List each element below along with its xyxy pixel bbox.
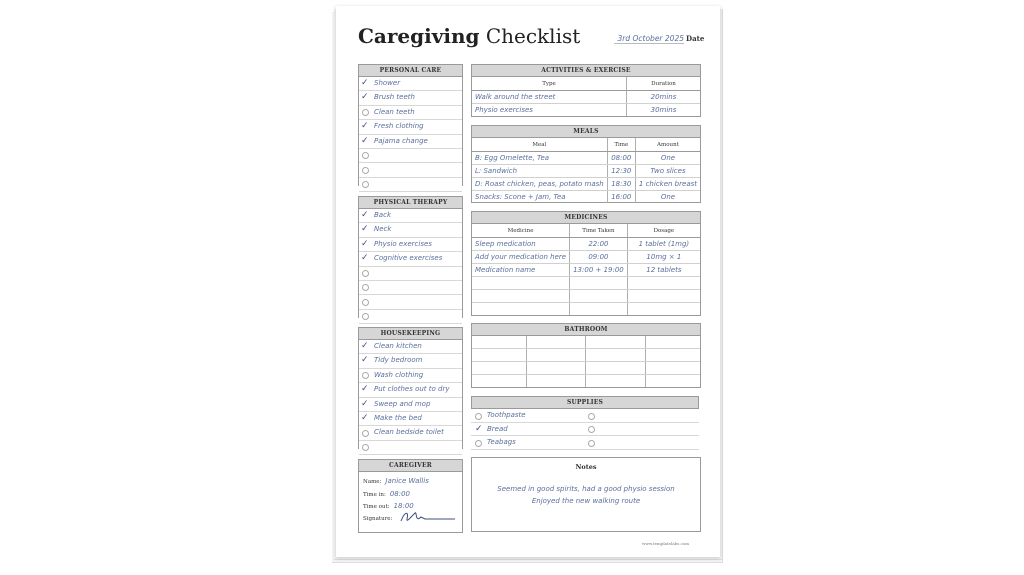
checklist-item[interactable] (359, 135, 462, 149)
bathroom-cell[interactable] (645, 336, 700, 349)
bathroom-section (471, 323, 701, 388)
checkmark-icon[interactable]: ✓ (361, 92, 369, 103)
checkmark-icon[interactable]: ✓ (361, 384, 369, 395)
checklist-page (336, 6, 720, 557)
supply-label: Bread (487, 424, 508, 433)
table-row (472, 349, 700, 362)
bathroom-cell[interactable] (472, 336, 527, 349)
medicine-name[interactable]: Add your medication here (472, 251, 570, 264)
col-header: Meal (472, 138, 607, 152)
medicine-name[interactable] (472, 303, 570, 316)
date-label: Date (686, 34, 705, 43)
activities-table (472, 77, 700, 116)
empty-circle-icon[interactable] (475, 440, 482, 447)
section-title: PHYSICAL THERAPY (359, 197, 462, 209)
notes-line-2[interactable]: Enjoyed the new walking route (531, 497, 641, 505)
checkmark-icon[interactable]: ✓ (361, 412, 369, 423)
bathroom-cell[interactable] (527, 362, 586, 375)
bathroom-cell[interactable] (472, 375, 527, 388)
checkmark-icon[interactable]: ✓ (475, 423, 483, 434)
checklist-item[interactable] (359, 398, 462, 412)
col-header: Type (472, 77, 627, 91)
checklist-item[interactable] (359, 412, 462, 426)
bathroom-cell[interactable] (472, 362, 527, 375)
checkmark-icon[interactable]: ✓ (361, 210, 369, 220)
medicine-dosage[interactable]: 1 tablet (1mg) (627, 238, 700, 251)
meal-amount[interactable]: One (635, 152, 700, 165)
meal-name[interactable]: L: Sandwich (472, 165, 607, 178)
time-out-value[interactable]: 18:00 (393, 502, 414, 510)
checklist-item-label: Neck (374, 225, 392, 234)
section-title: CAREGIVER (359, 460, 462, 472)
checkmark-icon[interactable]: ✓ (361, 341, 369, 351)
col-header: Amount (635, 138, 700, 152)
checklist-item[interactable] (359, 369, 462, 383)
empty-circle-icon[interactable] (362, 284, 369, 291)
footer-url: www.templatelabs.com (642, 541, 690, 546)
table-row (472, 303, 700, 316)
bathroom-cell[interactable] (645, 349, 700, 362)
medicine-dosage[interactable] (627, 303, 700, 316)
meal-time[interactable]: 18:30 (607, 178, 635, 191)
checkmark-icon[interactable]: ✓ (361, 135, 369, 146)
checklist-item[interactable] (359, 281, 462, 295)
personal-care-list (359, 77, 462, 192)
name-value[interactable]: Janice Wallis (385, 477, 429, 485)
checklist-item[interactable] (359, 383, 462, 397)
bathroom-cell[interactable] (527, 375, 586, 388)
checklist-item[interactable] (359, 441, 462, 455)
activity-duration[interactable]: 20mins (627, 91, 701, 104)
activity-type[interactable]: Walk around the street (472, 91, 627, 104)
medicine-time[interactable] (570, 290, 628, 303)
bathroom-cell[interactable] (527, 349, 586, 362)
empty-circle-icon[interactable] (362, 270, 369, 277)
checklist-item-label: Pajama change (374, 136, 428, 145)
checklist-item[interactable] (359, 178, 462, 192)
housekeeping-section (358, 327, 463, 449)
medicine-time[interactable]: 09:00 (570, 251, 628, 264)
personal-care-section (358, 64, 463, 186)
section-title: ACTIVITIES & EXERCISE (472, 65, 700, 77)
medicine-dosage[interactable]: 10mg × 1 (627, 251, 700, 264)
medicine-time[interactable]: 22:00 (570, 238, 628, 251)
col-header: Duration (627, 77, 701, 91)
checkmark-icon[interactable]: ✓ (361, 238, 369, 249)
checklist-item[interactable] (359, 120, 462, 134)
supply-item[interactable] (471, 423, 597, 435)
activities-section (471, 64, 701, 117)
checklist-item[interactable] (359, 252, 462, 266)
checklist-item[interactable] (359, 223, 462, 237)
supply-label: Teabags (487, 438, 516, 446)
bathroom-cell[interactable] (586, 375, 645, 388)
checklist-item-label: Sweep and mop (374, 399, 431, 408)
checklist-item-label: Shower (374, 79, 401, 87)
meal-name[interactable]: Snacks: Scone + Jam, Tea (475, 193, 566, 201)
checklist-item[interactable] (359, 426, 462, 440)
caregiver-signature-row (359, 513, 462, 526)
physical-therapy-list (359, 209, 462, 324)
bathroom-cell[interactable] (645, 362, 700, 375)
col-header: Dosage (627, 224, 700, 238)
col-header: Medicine (472, 224, 570, 238)
col-header: Time (607, 138, 635, 152)
checkmark-icon[interactable]: ✓ (361, 355, 369, 366)
table-row (472, 375, 700, 388)
table-row (472, 362, 700, 375)
section-title: SUPPLIES (471, 397, 699, 409)
empty-circle-icon[interactable] (362, 109, 369, 116)
empty-circle-icon[interactable] (362, 167, 369, 174)
empty-circle-icon[interactable] (362, 181, 369, 188)
supply-item[interactable] (471, 409, 597, 421)
checklist-item[interactable] (359, 267, 462, 281)
notes-title: Notes (575, 463, 597, 471)
empty-circle-icon[interactable] (588, 426, 595, 433)
section-title: MEALS (472, 126, 700, 138)
checkmark-icon[interactable]: ✓ (361, 121, 369, 132)
bathroom-cell[interactable] (472, 349, 527, 362)
table-row (472, 290, 700, 303)
table-row (472, 251, 700, 264)
time-out-label: Time out: (363, 504, 390, 510)
notes-section (471, 457, 701, 532)
empty-circle-icon[interactable] (475, 413, 482, 420)
medicines-table (472, 224, 700, 315)
caregiver-section (358, 459, 463, 533)
checklist-item-label: Clean teeth (374, 107, 415, 116)
supply-row (471, 436, 699, 450)
meals-table (472, 138, 700, 203)
checklist-item-label: Make the bed (374, 413, 422, 422)
checkmark-icon[interactable]: ✓ (361, 224, 369, 235)
meal-amount[interactable]: One (635, 191, 700, 204)
housekeeping-list (359, 340, 462, 455)
notes-line-1[interactable]: Seemed in good spirits, had a good physio session (497, 485, 675, 493)
table-row (472, 104, 700, 117)
bathroom-cell[interactable] (645, 375, 700, 388)
checklist-item-label: Physio exercises (374, 239, 432, 248)
checkmark-icon[interactable]: ✓ (361, 78, 369, 88)
empty-circle-icon[interactable] (588, 440, 595, 447)
empty-circle-icon[interactable] (362, 444, 369, 451)
empty-circle-icon[interactable] (362, 313, 369, 320)
medicine-time[interactable]: 13:00 + 19:00 (570, 264, 628, 277)
meals-section (471, 125, 701, 203)
medicine-time[interactable] (570, 277, 628, 290)
checklist-item[interactable] (359, 77, 462, 91)
meal-time[interactable]: 12:30 (607, 165, 635, 178)
meal-amount[interactable]: 1 chicken breast (635, 178, 700, 191)
meal-time[interactable]: 16:00 (607, 191, 635, 204)
empty-circle-icon[interactable] (588, 413, 595, 420)
signature-icon[interactable] (397, 509, 457, 525)
medicine-dosage[interactable] (627, 290, 700, 303)
checklist-item[interactable] (359, 340, 462, 354)
checklist-item-label: Put clothes out to dry (374, 385, 450, 394)
caregiver-name-row (359, 475, 462, 488)
bathroom-table (472, 336, 700, 387)
section-title: MEDICINES (472, 212, 700, 224)
page-title (358, 24, 580, 48)
supplies-list (471, 409, 699, 450)
checklist-item-label: Clean kitchen (374, 342, 422, 350)
table-row (472, 191, 700, 204)
medicine-time[interactable] (570, 303, 628, 316)
meal-name[interactable]: B: Egg Omelette, Tea (472, 152, 607, 165)
checklist-item[interactable] (359, 354, 462, 368)
activity-type[interactable]: Physio exercises (475, 106, 533, 114)
empty-circle-icon[interactable] (362, 152, 369, 159)
checklist-item-label: Fresh clothing (374, 122, 424, 131)
checklist-item[interactable] (359, 295, 462, 309)
checklist-item-label: Back (374, 211, 391, 219)
table-row (472, 91, 700, 104)
time-in-value[interactable]: 08:00 (389, 489, 410, 498)
checklist-item[interactable] (359, 149, 462, 163)
bathroom-cell[interactable] (527, 336, 586, 349)
medicine-dosage[interactable]: 12 tablets (627, 264, 700, 277)
table-row (472, 152, 700, 165)
meal-amount[interactable]: Two slices (635, 165, 700, 178)
checklist-item-label: Tidy bedroom (374, 356, 423, 365)
name-label: Name: (363, 479, 382, 485)
supplies-section (471, 396, 699, 448)
empty-circle-icon[interactable] (362, 299, 369, 306)
activity-duration[interactable]: 30mins (627, 104, 701, 117)
checklist-item[interactable] (359, 106, 462, 120)
supply-row (471, 409, 699, 423)
table-row (472, 264, 700, 277)
checklist-item[interactable] (359, 310, 462, 324)
title-bold: Caregiving (358, 24, 480, 48)
title-rest: Checklist (479, 24, 581, 48)
bathroom-cell[interactable] (586, 349, 645, 362)
checkmark-icon[interactable]: ✓ (361, 253, 369, 264)
section-title: HOUSEKEEPING (359, 328, 462, 340)
medicines-section (471, 211, 701, 316)
table-row (472, 165, 700, 178)
checklist-item-label: Cognitive exercises (374, 254, 443, 263)
table-row (472, 277, 700, 290)
bathroom-cell[interactable] (586, 336, 645, 349)
section-title: BATHROOM (472, 324, 700, 336)
date-value[interactable]: 3rd October 2025 (614, 34, 684, 44)
supply-row (471, 423, 699, 437)
empty-circle-icon[interactable] (362, 372, 369, 379)
physical-therapy-section (358, 196, 463, 318)
medicine-name[interactable] (472, 277, 570, 290)
table-row (472, 238, 700, 251)
time-in-label: Time in: (363, 491, 386, 498)
checkmark-icon[interactable]: ✓ (361, 398, 369, 409)
checklist-item-label: Brush teeth (374, 93, 415, 102)
checklist-item[interactable] (359, 238, 462, 252)
caregiver-time-in-row (359, 488, 462, 501)
section-title: PERSONAL CARE (359, 65, 462, 77)
medicine-dosage[interactable] (627, 277, 700, 290)
checklist-item[interactable] (359, 163, 462, 177)
empty-circle-icon[interactable] (362, 430, 369, 437)
signature-label: Signature: (363, 515, 393, 522)
meal-time[interactable]: 08:00 (607, 152, 635, 165)
bathroom-cell[interactable] (586, 362, 645, 375)
supply-label: Toothpaste (487, 411, 526, 419)
table-row (472, 336, 700, 349)
medicine-name[interactable]: Medication name (472, 264, 570, 277)
checklist-item[interactable] (359, 91, 462, 105)
medicine-name[interactable]: Sleep medication (472, 238, 570, 251)
col-header: Time Taken (570, 224, 628, 238)
checklist-item-label: Clean bedside toilet (374, 428, 444, 437)
table-row (472, 178, 700, 191)
checklist-item[interactable] (359, 209, 462, 223)
supply-item[interactable] (471, 436, 597, 448)
medicine-name[interactable] (472, 290, 570, 303)
meal-name[interactable]: D: Roast chicken, peas, potato mash (472, 178, 607, 191)
checklist-item-label: Wash clothing (374, 370, 424, 379)
